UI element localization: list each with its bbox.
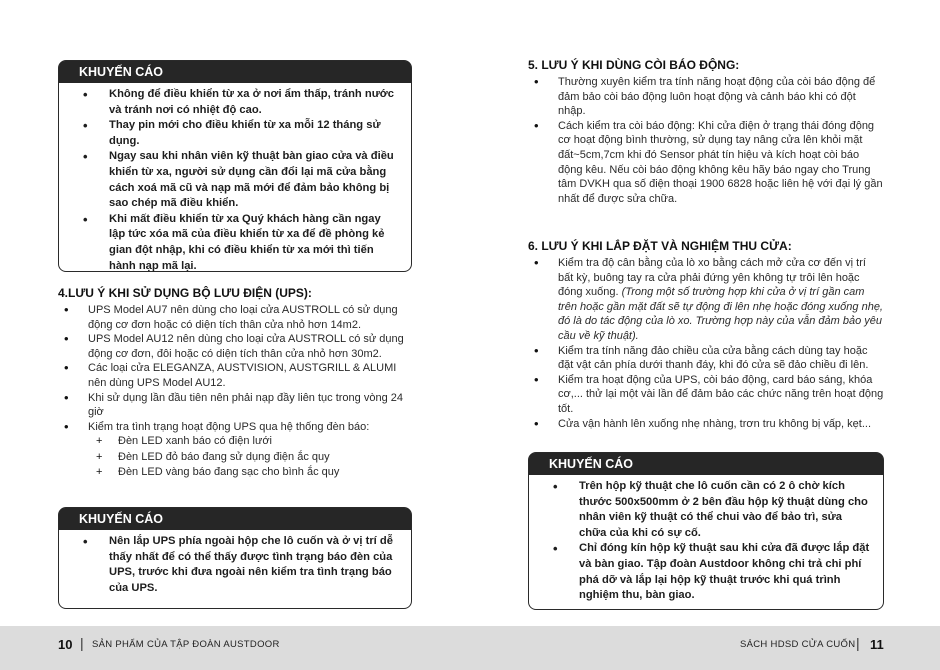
section-list (58, 303, 412, 481)
list-item: • Thay pin mới cho điều khiển từ xa mỗi 12 tháng sử dụng. (109, 118, 399, 149)
list-item (558, 256, 884, 344)
sublist-item: + Đèn LED xanh báo có điện lưới (118, 434, 412, 449)
right-footer-text: SÁCH HDSD CỬA CUỐN (740, 639, 856, 650)
list-item: • Kiểm tra tính năng đảo chiều của cửa bằng cách dùng tay hoặc đặt vật cản phía dưới thanh đáy, khi đó cửa sẽ đảo chiều đi lên. (558, 344, 884, 373)
list-item: • Thường xuyên kiểm tra tính năng hoạt động của còi báo động để đảm bảo còi báo động luôn hoạt động và cảnh báo khi có đột nhập. (558, 75, 884, 119)
sublist-item: + Đèn LED vàng báo đang sạc cho bình ắc quy (118, 465, 412, 480)
list-item: • UPS Model AU12 nên dùng cho loại cửa AUSTROLL có sử dụng động cơ đơn, đôi hoặc có diện tích thân cửa nhỏ hơn 30m2. (88, 332, 412, 361)
list-item: • Chỉ đóng kín hộp kỹ thuật sau khi cửa đã được lắp đặt và bàn giao. Tập đoàn Austdoor không chi trả chi phí phá dỡ và lắp lại hộp kỹ thuật trước khi quá trình nghiệm thu, bàn giao. (579, 541, 871, 603)
section-installation (528, 238, 884, 431)
right-page-number: 11 (870, 637, 884, 652)
footer-separator: | (856, 635, 860, 651)
warning-title: KHUYẾN CÁO (59, 508, 411, 530)
warning-box-ups (58, 507, 412, 609)
left-page-number: 10 (58, 637, 73, 652)
sublist-item: + Đèn LED đỏ báo đang sử dụng điện ắc quy (118, 450, 412, 465)
section-list (528, 75, 884, 206)
list-item (88, 420, 412, 481)
list-item: • Các loại cửa ELEGANZA, AUSTVISION, AUSTGRILL & ALUMI nên dùng UPS Model AU12. (88, 361, 412, 390)
list-item-text: Kiểm tra độ cân bằng của lò xo bằng cách mở cửa cơ đến vị trí bất kỳ, buông tay ra cửa phải đứng yên không tự trôi lên hoặc đóng xuống. (558, 257, 866, 299)
section-title: 5. LƯU Ý KHI DÙNG CÒI BÁO ĐỘNG: (528, 58, 740, 72)
list-item: • Cách kiểm tra còi báo động: Khi cửa điện ở trạng thái đóng động cơ hoạt động bình thường, sử dụng tay nâng cửa lên khỏi mặt đất~5cm,7cm khi đó Sensor phát tín hiệu và kích hoạt còi báo động kêu. Nếu còi báo động không kêu hãy báo ngay cho Trung tâm DVKH qua số điện thoại 1900 6828 hoặc liên hệ với đại lý gần nhất để được sửa chữa. (558, 119, 884, 207)
footer-separator: | (80, 635, 84, 651)
warning-list (529, 475, 883, 610)
list-item: • Nên lắp UPS phía ngoài hộp che lô cuốn và ở vị trí dễ thấy nhất để có thể thấy được tình trạng báo đèn của UPS, trước khi đưa ngoài nên kiểm tra tình trạng báo của UPS. (109, 534, 399, 596)
warning-list (59, 530, 411, 602)
list-item: • Khi sử dụng lần đầu tiên nên phải nạp đầy liên tục trong vòng 24 giờ (88, 391, 412, 420)
list-item: • Khi mất điều khiển từ xa Quý khách hàng cần ngay lập tức xóa mã của điều khiển từ xa để đề phòng kẻ gian đột nhập, khi có điều khiển từ xa mới thì tiến hành nạp mã lại. (109, 212, 399, 274)
warning-box-installation (528, 452, 884, 610)
list-item: • Ngay sau khi nhân viên kỹ thuật bàn giao cửa và điều khiển từ xa, người sử dụng cần đổi lại mã cửa bằng cách xoá mã cũ và nạp mã mới để đảm bảo không bị sao chép mã điều khiển. (109, 149, 399, 211)
section-list (528, 256, 884, 431)
led-sublist (88, 434, 412, 480)
list-item: • Trên hộp kỹ thuật che lô cuốn cần có 2 ô chờ kích thước 500x500mm ở 2 bên đầu hộp kỹ thuật dùng cho nhân viên kỹ thuật có thể chui vào để bảo trì, sửa chữa của khi có sự cố. (579, 479, 871, 541)
section-title: 4.LƯU Ý KHI SỬ DỤNG BỘ LƯU ĐIỆN (UPS): (58, 286, 312, 300)
list-item: • UPS Model AU7 nên dùng cho loại cửa AUSTROLL có sử dụng động cơ đơn hoặc có diện tích thân cửa nhỏ hơn 14m2. (88, 303, 412, 332)
list-item-text: Kiểm tra tình trạng hoạt động UPS qua hệ thống đèn báo: (88, 420, 370, 433)
left-footer-text: SẢN PHẨM CỦA TẬP ĐOÀN AUSTDOOR (92, 639, 280, 650)
section-title: 6. LƯU Ý KHI LẮP ĐẶT VÀ NGHIỆM THU CỬA: (528, 239, 792, 253)
warning-list (59, 83, 411, 280)
list-item-note: (Trong một số trường hợp khi cửa ở vị trí gần cam trên hoặc gần mặt đất sẽ tự động đi lên nhẹ hoặc đóng xuống nhẹ, đó là do tác động của lò xo. Trường hợp này của vẫn đảm bảo yêu cầu về kỹ thuật). (558, 286, 883, 342)
warning-title: KHUYẾN CÁO (529, 453, 883, 475)
warning-box-remote (58, 60, 412, 272)
list-item: • Cửa vận hành lên xuống nhẹ nhàng, trơn tru không bị vấp, kẹt... (558, 417, 884, 432)
section-ups (58, 285, 412, 481)
page-footer (0, 626, 940, 670)
section-alarm (528, 57, 884, 206)
warning-title: KHUYẾN CÁO (59, 61, 411, 83)
list-item: • Không để điều khiển từ xa ở nơi ẩm thấp, tránh nước và tránh nơi có nhiệt độ cao. (109, 87, 399, 118)
list-item: • Kiểm tra hoạt động của UPS, còi báo động, card báo sáng, khóa cơ,... thử lại một vài lần để đảm bảo các chức năng trên hoạt động tốt. (558, 373, 884, 417)
